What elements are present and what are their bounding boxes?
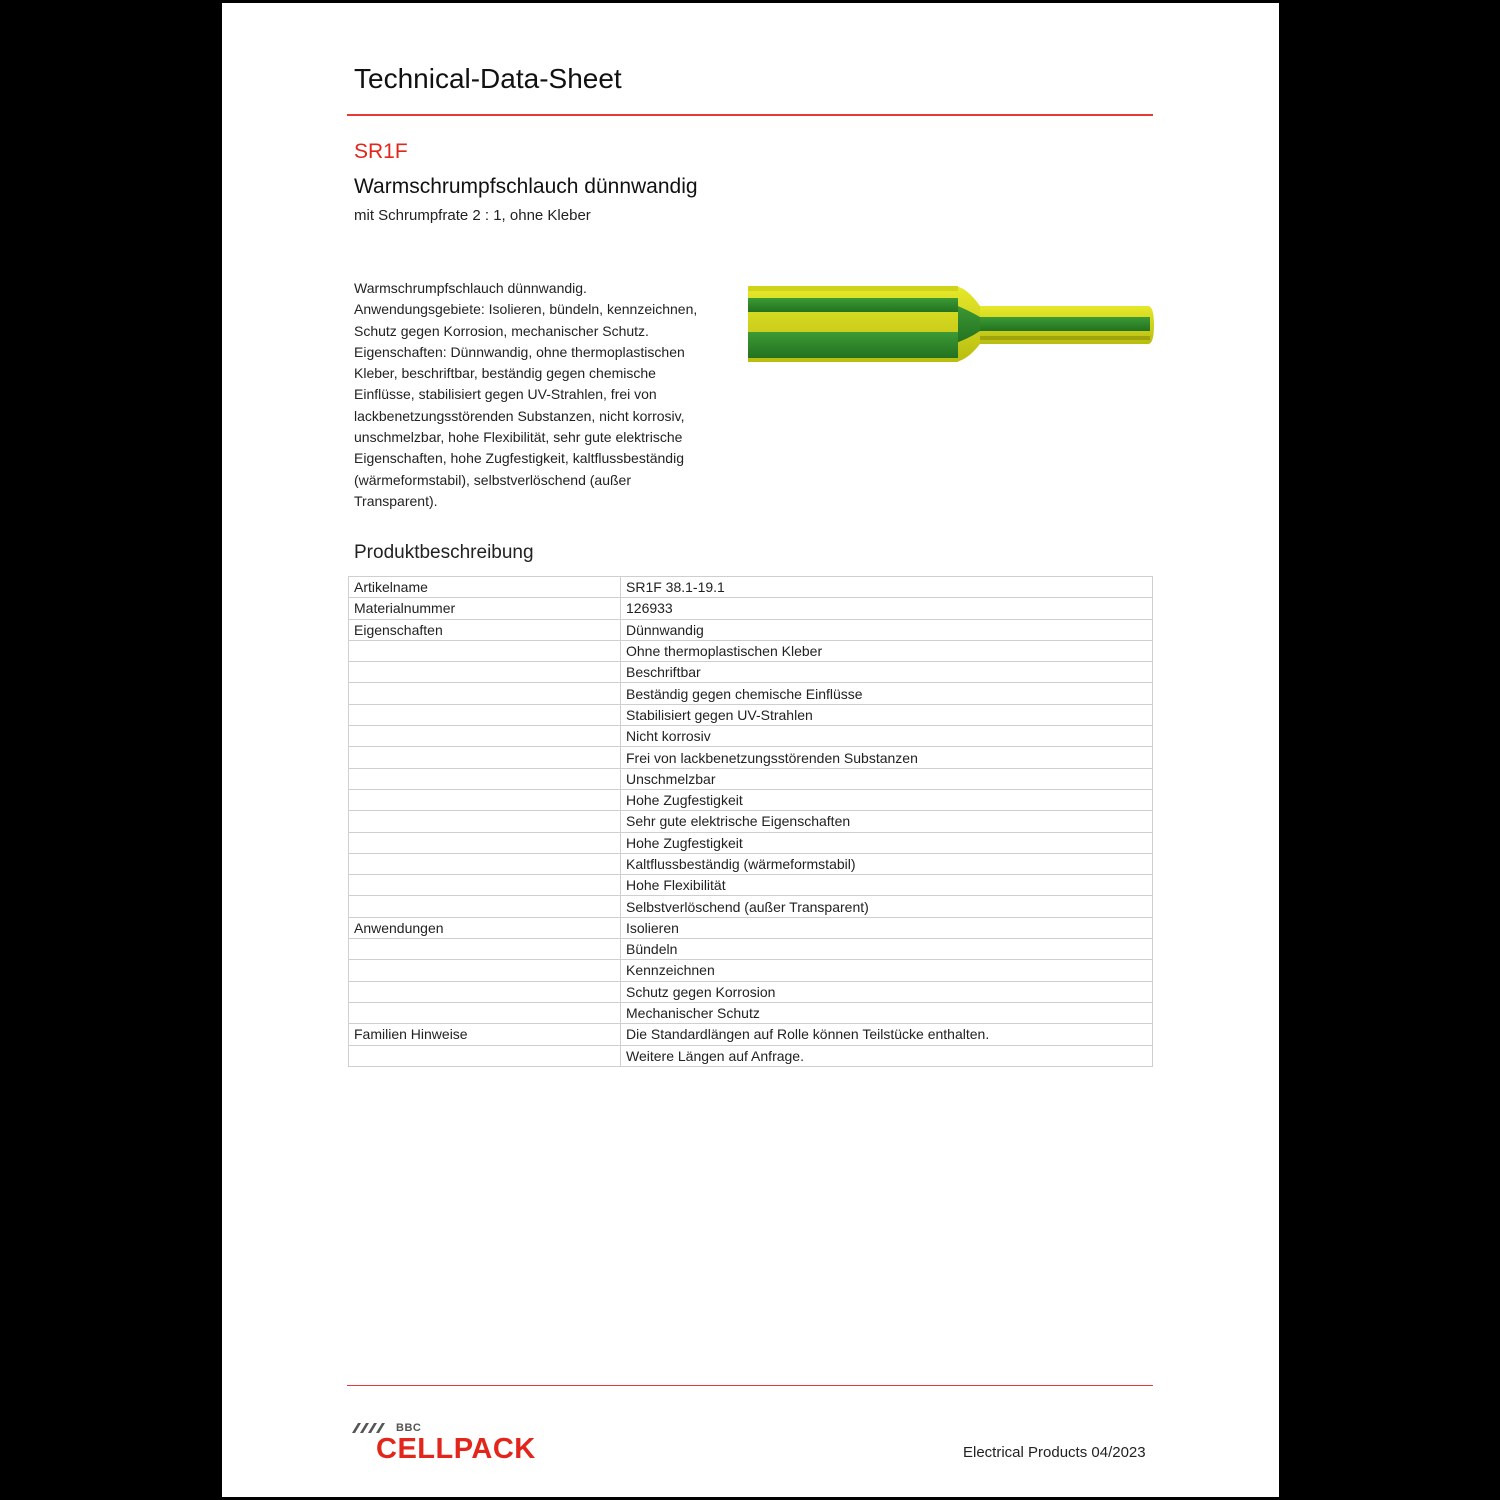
table-cell-value: Die Standardlängen auf Rolle können Teilstücke enthalten. [621,1024,1153,1045]
section-title: Produktbeschreibung [354,542,534,563]
table-cell-value: Sehr gute elektrische Eigenschaften [621,811,1153,832]
table-row [349,875,1153,896]
table-cell-key: Artikelname [349,577,621,598]
table-row [349,789,1153,810]
table-row [349,853,1153,874]
table-cell-value: Schutz gegen Korrosion [621,981,1153,1002]
footer-edition: Electrical Products 04/2023 [963,1444,1146,1461]
table-cell-value: SR1F 38.1-19.1 [621,577,1153,598]
table-row [349,1002,1153,1023]
table-cell-key [349,726,621,747]
table-cell-key [349,875,621,896]
logo-cellpack-text: CELLPACK [376,1433,536,1465]
table-cell-key [349,640,621,661]
table-cell-value: Mechanischer Schutz [621,1002,1153,1023]
table-cell-key [349,704,621,725]
table-row [349,768,1153,789]
table-cell-key [349,683,621,704]
table-row [349,577,1153,598]
table-row [349,683,1153,704]
table-cell-value: Beschriftbar [621,662,1153,683]
table-cell-value: 126933 [621,598,1153,619]
table-cell-key [349,853,621,874]
header-divider [347,114,1153,116]
table-cell-value: Beständig gegen chemische Einflüsse [621,683,1153,704]
table-cell-value: Unschmelzbar [621,768,1153,789]
table-cell-key: Anwendungen [349,917,621,938]
table-cell-key [349,1045,621,1066]
table-row [349,598,1153,619]
table-row [349,726,1153,747]
cellpack-logo [348,1422,536,1464]
table-cell-key [349,811,621,832]
table-cell-key [349,832,621,853]
footer-divider [347,1385,1153,1386]
table-row [349,939,1153,960]
product-image [748,284,1154,371]
product-tagline: mit Schrumpfrate 2 : 1, ohne Kleber [354,207,591,224]
table-cell-key [349,939,621,960]
table-cell-key [349,747,621,768]
product-spec-table [348,576,1153,1067]
product-description: Warmschrumpfschlauch dünnwandig. Anwendungsgebiete: Isolieren, bündeln, kennzeichnen, Schutz gegen Korrosion, mechanischer Schutz. Eigenschaften: Dünnwandig, ohne thermoplastischen Kleber, beschriftbar, beständig gegen chemische Einflüsse, stabilisiert gegen UV-Strahlen, frei von lackbenetzungsstörenden Substanzen, nicht korrosiv, unschmelzbar, hohe Flexibilität, sehr gute elektrische Eigenschaften, hohe Zugfestigkeit, kaltflussbeständig (wärmeformstabil), selbstverlöschend (außer Transparent). [354,280,698,509]
table-row [349,640,1153,661]
table-row [349,619,1153,640]
cellpack-stripes-icon [348,1423,392,1433]
table-cell-value: Isolieren [621,917,1153,938]
table-cell-value: Stabilisiert gegen UV-Strahlen [621,704,1153,725]
table-cell-key: Familien Hinweise [349,1024,621,1045]
table-cell-key: Materialnummer [349,598,621,619]
table-row [349,981,1153,1002]
table-cell-value: Selbstverlöschend (außer Transparent) [621,896,1153,917]
heat-shrink-tube-icon [748,284,1154,366]
table-cell-key [349,662,621,683]
product-name: Warmschrumpfschlauch dünnwandig [354,175,698,198]
table-cell-value: Ohne thermoplastischen Kleber [621,640,1153,661]
table-row [349,704,1153,725]
logo-bbc-text: BBC [396,1422,422,1434]
table-cell-value: Bündeln [621,939,1153,960]
table-row [349,1024,1153,1045]
table-row [349,1045,1153,1066]
table-cell-value: Hohe Zugfestigkeit [621,789,1153,810]
data-sheet-page [222,3,1279,1497]
table-row [349,832,1153,853]
table-row [349,896,1153,917]
document-title: Technical-Data-Sheet [354,63,622,94]
table-row [349,811,1153,832]
table-cell-key [349,1002,621,1023]
table-cell-value: Hohe Zugfestigkeit [621,832,1153,853]
table-cell-key [349,981,621,1002]
table-cell-value: Weitere Längen auf Anfrage. [621,1045,1153,1066]
table-cell-value: Hohe Flexibilität [621,875,1153,896]
table-cell-value: Kennzeichnen [621,960,1153,981]
table-cell-key [349,960,621,981]
product-code: SR1F [354,140,408,163]
table-cell-key: Eigenschaften [349,619,621,640]
table-cell-key [349,896,621,917]
table-cell-value: Frei von lackbenetzungsstörenden Substanzen [621,747,1153,768]
table-row [349,662,1153,683]
table-cell-value: Nicht korrosiv [621,726,1153,747]
table-cell-value: Kaltflussbeständig (wärmeformstabil) [621,853,1153,874]
table-row [349,960,1153,981]
table-cell-key [349,789,621,810]
table-cell-value: Dünnwandig [621,619,1153,640]
table-cell-key [349,768,621,789]
table-row [349,917,1153,938]
table-row [349,747,1153,768]
